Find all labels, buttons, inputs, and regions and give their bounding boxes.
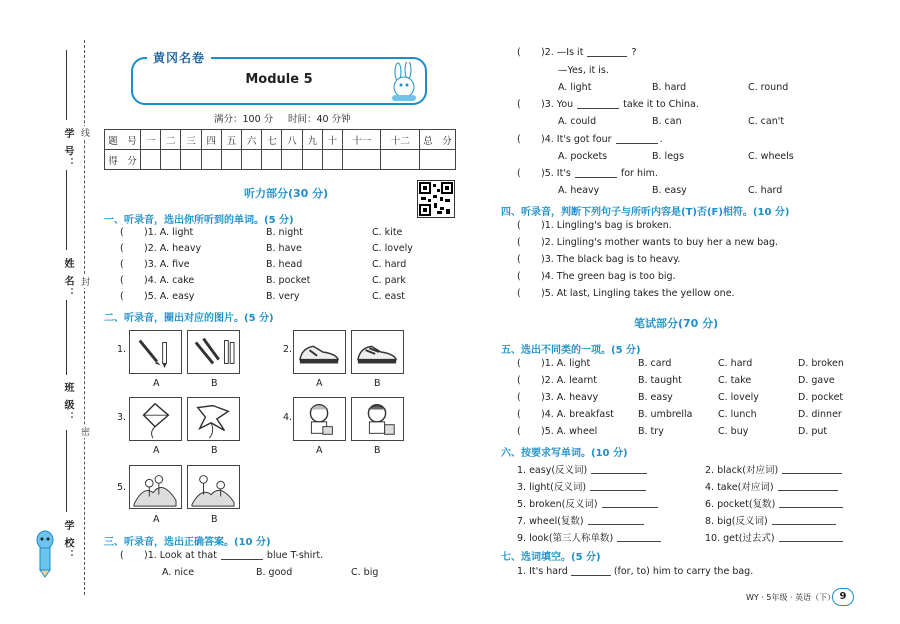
score-input-cell[interactable] [302,150,322,170]
pic-q2-a-shoes-icon[interactable] [293,330,346,374]
sec3-q4-option-c[interactable]: C. wheels [748,151,794,162]
sec6-right-item [705,462,842,476]
pic-q4-a-label: A [316,445,323,456]
sec6-prompt: 8. big(反义词) [705,516,768,527]
sec5-option-c[interactable]: C. buy [718,426,749,437]
sec6-answer-line[interactable] [772,516,836,525]
sec1-option-a[interactable]: )1. A. light [144,227,194,238]
sec5-item [517,392,598,403]
sec7-q1-before: 1. It's hard [517,566,568,577]
sec5-option-b[interactable]: B. umbrella [638,409,693,420]
sec4-item [517,288,735,299]
name-label: 姓 名： [62,258,73,300]
sec5-b-row [638,358,671,369]
sec3-q3: ( )3. You take it to China. [517,99,699,110]
sec4-item [517,254,680,265]
sec5-d-row [798,426,827,437]
sec6-answer-line[interactable] [602,499,658,508]
sec6-prompt: 4. take(对应词) [705,482,774,493]
answer-paren[interactable]: ( [517,392,521,403]
sec6-answer-line[interactable] [779,499,843,508]
pic-q2-b-shoes-icon[interactable] [351,330,404,374]
sec3-q4-after: . [659,134,663,145]
score-input-cell[interactable] [242,150,262,170]
school-line [66,430,67,512]
sec3-q2-blank[interactable] [587,48,627,57]
sec6-answer-line[interactable] [778,482,838,491]
score-input-cell[interactable] [141,150,161,170]
sec1-option-a[interactable]: )3. A. five [144,259,190,270]
sec5-b-row [638,409,693,420]
pic-q2-number: 2. [283,344,293,355]
sec4-statement: )5. At last, Lingling takes the yellow one. [541,288,735,299]
pic-q4-b-boy-icon[interactable] [351,397,404,441]
score-label-cell: 得 分 [105,150,141,170]
sec5-c-row [718,426,748,437]
pic-q5-a-label: A [153,514,160,525]
sec3-q5-option-a[interactable]: A. heavy [558,185,600,196]
sec1-option-b-row [266,275,310,286]
answer-paren[interactable]: ( [120,275,124,286]
score-header-cell: 九 [302,130,322,150]
sec5-d-row [798,392,843,403]
sec1-option-b[interactable]: B. have [266,243,302,254]
answer-paren[interactable]: ( [120,243,124,254]
sec3-q2: ( )2. —Is it ? [517,47,637,58]
sec1-option-c[interactable]: C. park [372,275,406,286]
score-table [104,129,456,170]
sec3-q1-text: )1. Look at that [144,550,217,561]
sec3-q3-blank[interactable] [577,100,619,109]
sec3-q3-after: take it to China. [623,99,699,110]
sec1-option-c[interactable]: C. hard [372,259,407,270]
sec3-q3-option-c[interactable]: C. can't [748,116,785,127]
sec4-item [517,220,672,231]
section-5-title: 五、选出不同类的一项。(5 分) [501,345,641,356]
sec6-left-item [517,479,646,493]
sec1-item [120,275,194,286]
sec5-option-b[interactable]: B. taught [638,375,682,386]
sec1-option-b[interactable]: B. pocket [266,275,311,286]
score-header-cell: 十 [322,130,342,150]
page-number: 9 [832,588,854,606]
sec1-option-c-row [372,227,402,238]
sec1-option-c[interactable]: C. kite [372,227,403,238]
section-2-title: 二、听录音，圈出对应的图片。(5 分) [104,313,274,324]
sec5-option-a[interactable]: )2. A. learnt [541,375,597,386]
sec6-right-item [705,513,836,527]
sec3-q1-option-b[interactable]: B. good [256,567,293,578]
answer-paren[interactable]: ( [517,271,521,282]
line-word: 线 [81,126,90,139]
sec5-c-row [718,409,757,420]
score-input-cell[interactable] [282,150,302,170]
sec3-q2-answer-line: —Yes, it is. [558,65,609,76]
sec1-item [120,259,190,270]
sec3-q3-option-b[interactable]: B. can [652,116,682,127]
pic-q1-b-label: B [211,378,218,389]
sec6-answer-line[interactable] [590,482,646,491]
score-input-cell[interactable] [221,150,241,170]
score-header-cell: 八 [282,130,302,150]
sec5-d-row [798,409,842,420]
sec5-option-d[interactable]: D. put [798,426,828,437]
brand-logo: 黄冈名卷 [147,49,211,66]
sec1-option-b-row [266,227,303,238]
sec4-item [517,237,778,248]
sec6-prompt: 2. black(对应词) [705,465,779,476]
sec5-b-row [638,426,664,437]
sec5-option-b[interactable]: B. easy [638,392,673,403]
answer-paren[interactable]: ( [517,237,521,248]
pic-q1-a-label: A [153,378,160,389]
score-header-cell: 三 [181,130,201,150]
pic-q1-number: 1. [117,344,127,355]
score-header-cell: 一 [141,130,161,150]
binding-dashed-line [84,40,85,595]
answer-paren[interactable]: ( [517,375,521,386]
sec3-q2-option-a[interactable]: A. light [558,82,592,93]
sec5-option-c[interactable]: C. lovely [718,392,759,403]
sec5-option-d[interactable]: D. dinner [798,409,842,420]
score-header-cell: 四 [201,130,221,150]
sec6-prompt: 10. get(过去式) [705,533,775,544]
pic-q1-a-pencil-icon[interactable] [129,330,182,374]
sec7-q1 [517,566,753,577]
sec5-c-row [718,358,752,369]
pic-q4-b-label: B [374,445,381,456]
sec3-q5-blank[interactable] [575,169,617,178]
answer-paren[interactable]: ( [120,291,124,302]
sec6-answer-line[interactable] [617,533,661,542]
sec1-item [120,227,193,238]
sec3-q5-after: for him. [620,168,658,179]
score-input-cell[interactable] [343,150,381,170]
score-input-cell[interactable] [161,150,181,170]
score-header-cell: 二 [161,130,181,150]
sec6-right-item [705,496,843,510]
score-input-cell[interactable] [262,150,282,170]
sec5-c-row [718,375,751,386]
class-line [66,300,67,375]
mascot-pencil-icon [34,530,56,578]
sec6-left-item [517,462,647,476]
rabbit-mascot-icon [384,62,424,104]
sec5-option-a[interactable]: )5. A. wheel [541,426,598,437]
student-id-label: 学 号： [62,128,73,170]
sec5-option-a[interactable]: )1. A. light [541,358,591,369]
sec1-option-a[interactable]: )5. A. easy [144,291,195,302]
sec4-statement: )3. The black bag is to heavy. [541,254,681,265]
sec6-answer-line[interactable] [588,516,644,525]
sec5-item [517,358,590,369]
answer-paren[interactable]: ( [120,227,124,238]
name-line [66,170,67,250]
sec1-option-c-row [372,259,406,270]
pic-q3-a-label: A [153,445,160,456]
pic-q3-b-kite-icon[interactable] [187,397,240,441]
sec6-prompt: 7. wheel(复数) [517,516,584,527]
sec3-q1-option-a[interactable]: A. nice [162,567,195,578]
answer-paren[interactable]: ( [517,254,521,265]
pic-q5-number: 5. [117,482,127,493]
qr-code-icon[interactable] [417,180,455,218]
sec3-q5-option-c[interactable]: C. hard [748,185,783,196]
sec5-option-d[interactable]: D. broken [798,358,844,369]
sec3-q4-text: )4. It's got four [541,134,612,145]
score-header-row [105,130,456,150]
sec3-q5-option-b[interactable]: B. easy [652,185,687,196]
section-1-title: 一、听录音，选出你所听到的单词。(5 分) [104,215,294,226]
sec6-prompt: 5. broken(反义词) [517,499,598,510]
sec7-q1-after: (for, to) him to carry the bag. [613,566,754,577]
sec7-q1-blank[interactable] [571,567,611,576]
sec1-option-c-row [372,291,405,302]
sec4-item [517,271,676,282]
sec1-item [120,243,201,254]
sec1-option-b[interactable]: B. head [266,259,303,270]
sec1-option-b-row [266,243,302,254]
sec6-answer-line[interactable] [779,533,843,542]
class-label: 班 级： [62,382,73,424]
written-section-title: 笔试部分(70 分) [634,317,719,330]
sec3-q1-blank[interactable] [221,551,263,560]
answer-paren[interactable]: ( [517,358,521,369]
school-label: 学 校： [62,520,73,562]
answer-paren[interactable]: ( [517,288,521,299]
sec5-option-d[interactable]: D. pocket [798,392,844,403]
section-4-title: 四、听录音，判断下列句子与所听内容是(T)否(F)相符。(10 分) [501,207,790,218]
sec3-q2-option-c[interactable]: C. round [748,82,789,93]
sec6-prompt: 6. pocket(复数) [705,499,776,510]
sec5-d-row [798,358,844,369]
sec6-left-item [517,513,644,527]
pic-q3-number: 3. [117,412,127,423]
student-id-line [66,50,67,120]
sec6-left-item [517,496,658,510]
sec1-option-b-row [266,291,300,302]
full-score: 满分：100 分 [214,114,274,125]
sec6-prompt: 3. light(反义词) [517,482,587,493]
sec5-option-c[interactable]: C. hard [718,358,753,369]
sec1-option-b[interactable]: B. night [266,227,303,238]
score-input-cell[interactable] [201,150,221,170]
sec1-option-c-row [372,243,413,254]
sec5-b-row [638,392,673,403]
pic-q2-b-label: B [374,378,381,389]
sec3-q4-option-b[interactable]: B. legs [652,151,685,162]
score-header-cell: 七 [262,130,282,150]
seal-word: 封 [81,275,90,288]
score-header-cell: 五 [221,130,241,150]
sec6-right-item [705,530,843,544]
sec3-q2-option-b[interactable]: B. hard [652,82,687,93]
sec5-d-row [798,375,835,386]
sec6-right-item [705,479,838,493]
sec3-q2-after: ? [631,47,637,58]
sec4-statement: )2. Lingling's mother wants to buy her a new bag. [541,237,779,248]
sec5-option-a[interactable]: )3. A. heavy [541,392,599,403]
score-header-cell: 六 [242,130,262,150]
exam-time: 时间：40 分钟 [288,114,351,125]
sec5-option-c[interactable]: C. lunch [718,409,757,420]
pic-q3-a-kite-icon[interactable] [129,397,182,441]
module-title: Module 5 [245,72,313,87]
sec3-q4: ( )4. It's got four . [517,134,663,145]
sec3-q5-text: )5. It's [541,168,571,179]
mi-word: 密 [81,425,90,438]
sec5-item [517,375,597,386]
sec1-option-c[interactable]: C. lovely [372,243,413,254]
answer-paren[interactable]: ( [120,259,124,270]
score-header-cell: 十二 [381,130,420,150]
sec4-statement: )1. Lingling's bag is broken. [541,220,672,231]
score-header-cell: 十一 [343,130,381,150]
score-value-row [105,150,456,170]
sec3-q1-after: blue T-shirt. [266,550,324,561]
sec3-q1-option-c[interactable]: C. big [351,567,379,578]
score-input-cell[interactable] [381,150,420,170]
sec5-option-d[interactable]: D. gave [798,375,835,386]
pic-q5-a-flowers-icon[interactable] [129,465,182,509]
sec5-c-row [718,392,759,403]
answer-paren[interactable]: ( [517,426,521,437]
sec6-prompt: 9. look(第三人称单数) [517,533,614,544]
sec3-q1: ( )1. Look at that blue T-shirt. [120,550,324,561]
sec1-option-b[interactable]: B. very [266,291,300,302]
score-input-cell[interactable] [420,150,456,170]
score-header-cell: 总 分 [420,130,456,150]
sec5-item [517,409,614,420]
pic-q4-number: 4. [283,412,293,423]
section-3-title: 三、听录音，选出正确答案。(10 分) [104,537,271,548]
sec1-option-a[interactable]: )2. A. heavy [144,243,202,254]
sec3-q3-text: )3. You [541,99,574,110]
sec3-q5: ( )5. It's for him. [517,168,658,179]
footer-book-info: WY · 5年级 · 英语（下） [746,593,836,602]
pic-q4-a-girl-icon[interactable] [293,397,346,441]
answer-paren[interactable]: ( [517,220,521,231]
sec5-option-b[interactable]: B. try [638,426,664,437]
pic-q5-b-flowers-icon[interactable] [187,465,240,509]
sec1-option-a[interactable]: )4. A. cake [144,275,195,286]
sec1-item [120,291,194,302]
section-7-title: 七、选词填空。(5 分) [501,552,601,563]
pic-q3-b-label: B [211,445,218,456]
sec3-q3-option-a[interactable]: A. could [558,116,597,127]
pic-q2-a-label: A [316,378,323,389]
sec1-option-c[interactable]: C. east [372,291,406,302]
sec5-option-a[interactable]: )4. A. breakfast [541,409,614,420]
answer-paren[interactable]: ( [517,409,521,420]
sec5-b-row [638,375,682,386]
sec5-item [517,426,597,437]
listening-section-title: 听力部分(30 分) [244,187,329,200]
pic-q5-b-label: B [211,514,218,525]
sec1-option-c-row [372,275,406,286]
section-6-title: 六、按要求写单词。(10 分) [501,448,628,459]
sec3-q2-text: )2. —Is it [541,47,584,58]
sec4-statement: )4. The green bag is too big. [541,271,676,282]
sec1-option-b-row [266,259,302,270]
sec6-prompt: 1. easy(反义词) [517,465,588,476]
sec5-option-b[interactable]: B. card [638,358,672,369]
sec6-answer-line[interactable] [591,465,647,474]
sec6-answer-line[interactable] [782,465,842,474]
sec6-left-item [517,530,661,544]
score-input-cell[interactable] [181,150,201,170]
score-header-cell: 题 号 [105,130,141,150]
sec5-option-c[interactable]: C. take [718,375,752,386]
score-input-cell[interactable] [322,150,342,170]
pic-q1-b-pencils-icon[interactable] [187,330,240,374]
sec3-q4-blank[interactable] [616,135,658,144]
sec3-q4-option-a[interactable]: A. pockets [558,151,608,162]
